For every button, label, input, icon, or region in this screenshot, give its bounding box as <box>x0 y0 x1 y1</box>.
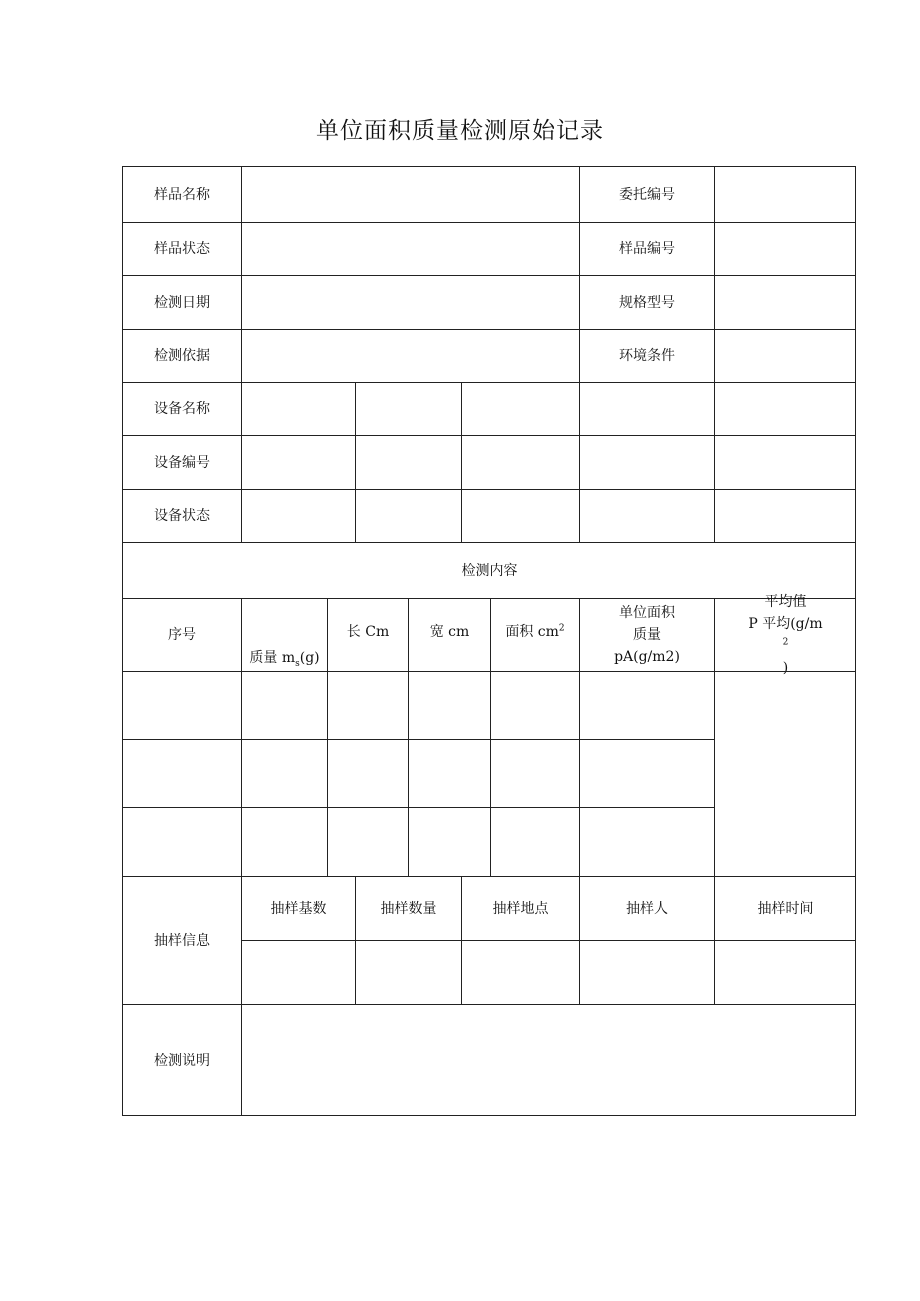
equipment-state-label: 设备状态 <box>122 489 241 542</box>
col-width-header: 宽 cm <box>408 598 490 671</box>
sample-no-label: 样品编号 <box>579 222 714 275</box>
test-date-label: 检测日期 <box>122 275 241 329</box>
equipment-name-label: 设备名称 <box>122 382 241 435</box>
data-average-cell[interactable] <box>714 671 856 876</box>
equipment-number-field[interactable] <box>714 435 856 489</box>
sampling-time-label: 抽样时间 <box>714 876 856 940</box>
test-notes-field[interactable] <box>241 1004 856 1116</box>
col-unit-mass-line2: 质量 <box>632 627 661 643</box>
sampling-person-field[interactable] <box>579 940 714 1004</box>
sampling-time-field[interactable] <box>714 940 856 1004</box>
data-length-cell[interactable] <box>327 671 408 739</box>
equipment-name-field[interactable] <box>714 382 856 435</box>
data-width-cell[interactable] <box>408 739 490 807</box>
equipment-number-label: 设备编号 <box>122 435 241 489</box>
data-unit-mass-cell[interactable] <box>579 739 714 807</box>
test-date-field[interactable] <box>241 275 579 329</box>
data-unit-mass-cell[interactable] <box>579 807 714 876</box>
col-mass-prefix: 质量 m <box>249 650 296 666</box>
sampling-base-label: 抽样基数 <box>241 876 355 940</box>
data-length-cell[interactable] <box>327 739 408 807</box>
equipment-state-field[interactable] <box>579 489 714 542</box>
equipment-state-field[interactable] <box>461 489 579 542</box>
equipment-state-field[interactable] <box>355 489 461 542</box>
equipment-name-field[interactable] <box>355 382 461 435</box>
data-width-cell[interactable] <box>408 671 490 739</box>
equipment-number-field[interactable] <box>355 435 461 489</box>
col-unit-mass-header <box>579 598 714 671</box>
spec-model-label: 规格型号 <box>579 275 714 329</box>
col-average-header <box>714 594 856 676</box>
sample-name-field[interactable] <box>241 166 579 222</box>
col-area-superscript: 2 <box>558 623 565 634</box>
data-seq-cell[interactable] <box>122 807 241 876</box>
data-mass-cell[interactable] <box>241 807 327 876</box>
data-area-cell[interactable] <box>490 739 579 807</box>
equipment-number-field[interactable] <box>461 435 579 489</box>
sampling-base-field[interactable] <box>241 940 355 1004</box>
equipment-number-field[interactable] <box>579 435 714 489</box>
env-condition-field[interactable] <box>714 329 856 382</box>
equipment-name-field[interactable] <box>579 382 714 435</box>
col-unit-mass-line3: pA(g/m2) <box>614 649 680 665</box>
data-area-cell[interactable] <box>490 671 579 739</box>
sampling-place-field[interactable] <box>461 940 579 1004</box>
equipment-name-field[interactable] <box>461 382 579 435</box>
test-basis-field[interactable] <box>241 329 579 382</box>
col-area-prefix: 面积 cm <box>505 624 559 640</box>
sample-state-field[interactable] <box>241 222 579 275</box>
col-seq-header: 序号 <box>122 598 241 671</box>
data-length-cell[interactable] <box>327 807 408 876</box>
sampling-qty-field[interactable] <box>355 940 461 1004</box>
col-average-line2-prefix: P 平均(g/m <box>748 616 823 632</box>
col-mass-suffix: (g) <box>299 650 320 666</box>
col-length-header: 长 Cm <box>327 598 408 671</box>
data-seq-cell[interactable] <box>122 739 241 807</box>
col-area-header <box>490 598 579 671</box>
data-area-cell[interactable] <box>490 807 579 876</box>
spec-model-field[interactable] <box>714 275 856 329</box>
equipment-state-field[interactable] <box>714 489 856 542</box>
sample-no-field[interactable] <box>714 222 856 275</box>
data-seq-cell[interactable] <box>122 671 241 739</box>
equipment-name-field[interactable] <box>241 382 355 435</box>
col-average-line2-suffix: ) <box>782 660 789 676</box>
env-condition-label: 环境条件 <box>579 329 714 382</box>
col-mass-subscript: s <box>295 658 300 669</box>
equipment-number-field[interactable] <box>241 435 355 489</box>
col-unit-mass-line1: 单位面积 <box>618 605 675 621</box>
col-average-line1: 平均值 <box>764 594 807 610</box>
entrust-no-label: 委托编号 <box>579 166 714 222</box>
sampling-person-label: 抽样人 <box>579 876 714 940</box>
sampling-place-label: 抽样地点 <box>461 876 579 940</box>
page-title: 单位面积质量检测原始记录 <box>316 118 604 144</box>
data-unit-mass-cell[interactable] <box>579 671 714 739</box>
data-width-cell[interactable] <box>408 807 490 876</box>
equipment-state-field[interactable] <box>241 489 355 542</box>
sampling-qty-label: 抽样数量 <box>355 876 461 940</box>
data-mass-cell[interactable] <box>241 739 327 807</box>
entrust-no-field[interactable] <box>714 166 856 222</box>
sample-state-label: 样品状态 <box>122 222 241 275</box>
data-mass-cell[interactable] <box>241 671 327 739</box>
record-form <box>122 166 856 1116</box>
sample-name-label: 样品名称 <box>122 166 241 222</box>
test-basis-label: 检测依据 <box>122 329 241 382</box>
col-mass-header <box>241 598 327 671</box>
col-average-superscript: 2 <box>782 637 789 648</box>
test-content-header: 检测内容 <box>122 542 856 598</box>
sampling-info-label: 抽样信息 <box>122 876 241 1004</box>
test-notes-label: 检测说明 <box>122 1004 241 1116</box>
